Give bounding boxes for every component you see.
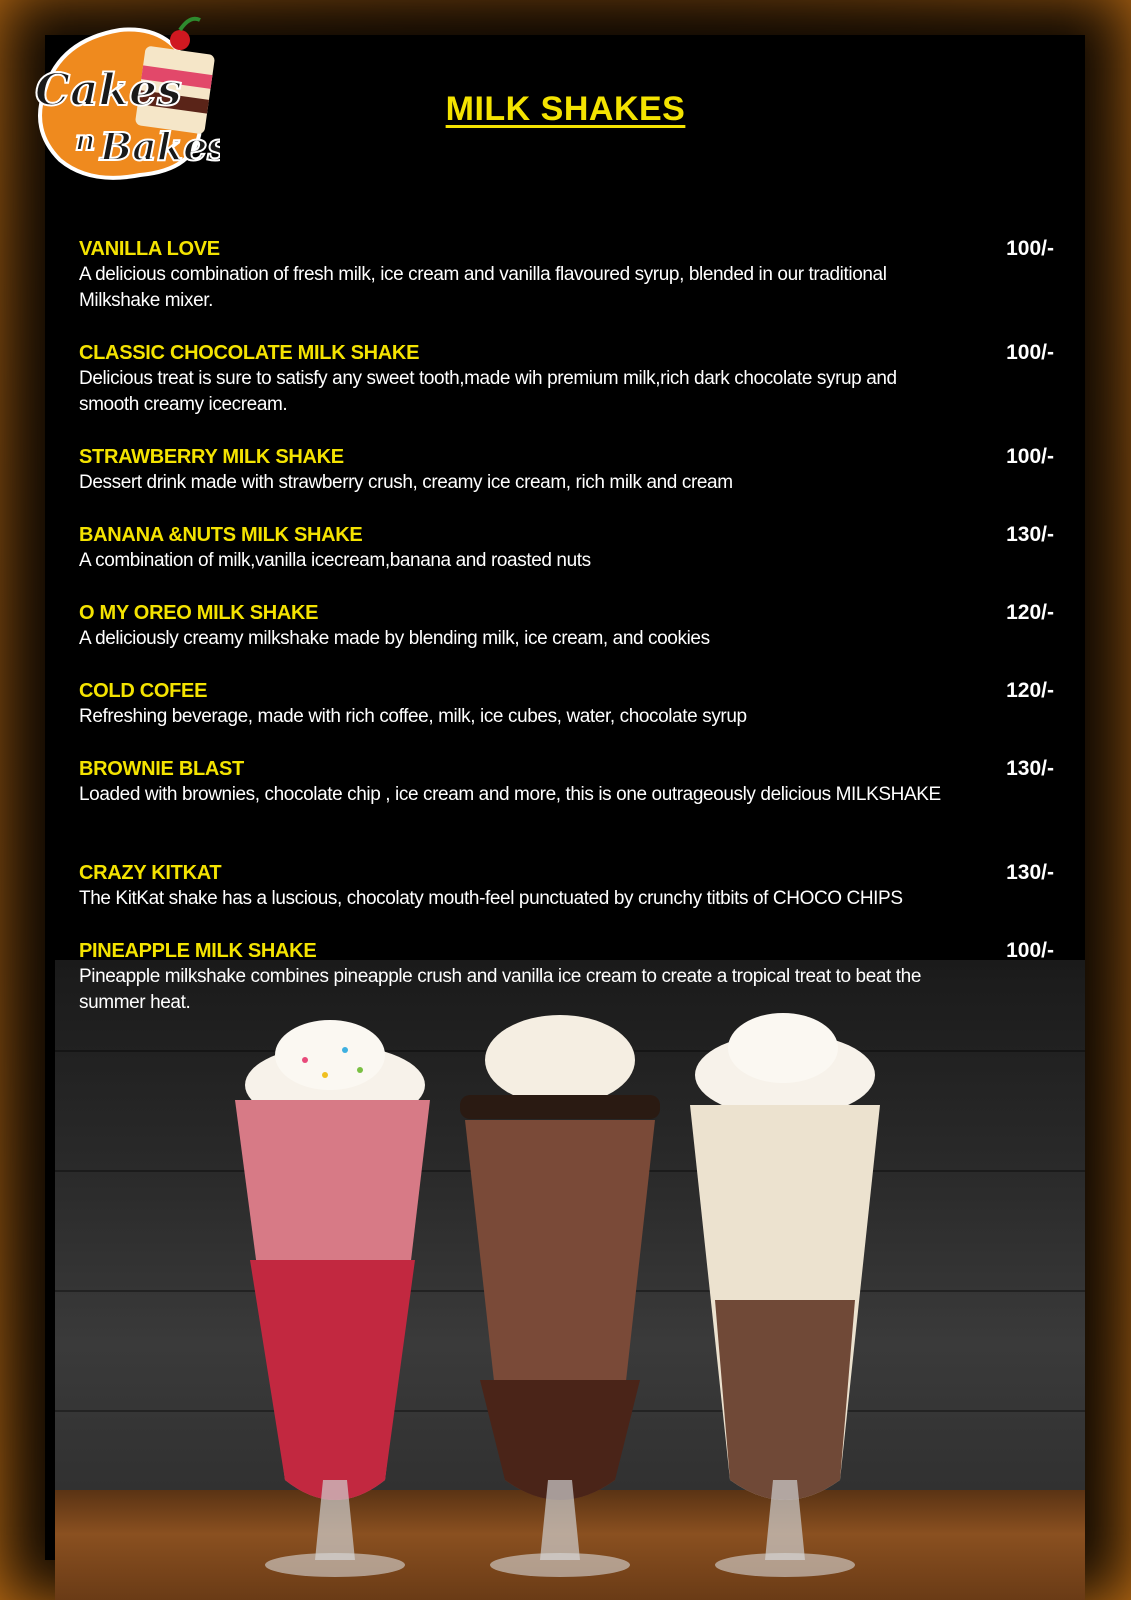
logo-text-cakes: Cakes xyxy=(35,65,182,116)
chocolate-glass xyxy=(460,1015,660,1577)
item-price: 130/- xyxy=(1006,861,1054,884)
item-price: 100/- xyxy=(1006,341,1054,364)
menu-item xyxy=(79,340,1054,418)
menu-item xyxy=(79,938,1054,1016)
menu-item xyxy=(79,600,1054,652)
item-description: A deliciously creamy milkshake made by blending milk, ice cream, and cookies xyxy=(79,628,710,649)
item-description: Dessert drink made with strawberry crush, creamy ice cream, rich milk and cream xyxy=(79,472,733,493)
vanilla-glass xyxy=(690,1013,880,1577)
item-price: 120/- xyxy=(1006,601,1054,624)
menu-item xyxy=(79,444,1054,496)
item-price: 120/- xyxy=(1006,679,1054,702)
item-name: BROWNIE BLAST xyxy=(79,758,244,780)
item-description: The KitKat shake has a luscious, chocolaty mouth-feel punctuated by crunchy titbits of CHOCO CHIPS xyxy=(79,888,903,909)
menu-item xyxy=(79,756,1054,808)
item-price: 100/- xyxy=(1006,939,1054,962)
item-description: A combination of milk,vanilla icecream,banana and roasted nuts xyxy=(79,550,591,571)
item-price: 130/- xyxy=(1006,757,1054,780)
item-name: O MY OREO MILK SHAKE xyxy=(79,602,319,624)
item-price: 100/- xyxy=(1006,237,1054,260)
item-description: Loaded with brownies, chocolate chip , ice cream and more, this is one outrageously delicious MILKSHAKE xyxy=(79,784,941,805)
menu-item xyxy=(79,678,1054,730)
item-name: PINEAPPLE MILK SHAKE xyxy=(79,940,317,962)
logo-text-bakes: Bakes xyxy=(100,124,220,169)
item-price: 130/- xyxy=(1006,523,1054,546)
item-name: STRAWBERRY MILK SHAKE xyxy=(79,446,344,468)
menu-item xyxy=(79,860,1054,912)
item-price: 100/- xyxy=(1006,445,1054,468)
menu-item xyxy=(79,522,1054,574)
page-title: MILK SHAKES xyxy=(445,90,686,128)
menu-item xyxy=(79,236,1054,314)
item-description: Refreshing beverage, made with rich coffee, milk, ice cubes, water, chocolate syrup xyxy=(79,706,747,727)
item-description: Delicious treat is sure to satisfy any sweet tooth,made wih premium milk,rich dark chocolate syrup and smooth creamy icecream. xyxy=(79,368,897,415)
item-name: COLD COFEE xyxy=(79,680,208,702)
item-name: VANILLA LOVE xyxy=(79,238,220,260)
item-name: CLASSIC CHOCOLATE MILK SHAKE xyxy=(79,342,420,364)
strawberry-glass xyxy=(235,1020,430,1577)
item-description: A delicious combination of fresh milk, ice cream and vanilla flavoured syrup, blended in our traditional Milkshake mixer. xyxy=(79,264,887,311)
item-name: BANANA &NUTS MILK SHAKE xyxy=(79,524,363,546)
item-name: CRAZY KITKAT xyxy=(79,862,222,884)
milkshake-photo xyxy=(55,960,1085,1600)
logo-text-n: n xyxy=(75,124,96,157)
item-description: Pineapple milkshake combines pineapple crush and vanilla ice cream to create a tropical treat to beat the summer heat. xyxy=(79,966,922,1013)
